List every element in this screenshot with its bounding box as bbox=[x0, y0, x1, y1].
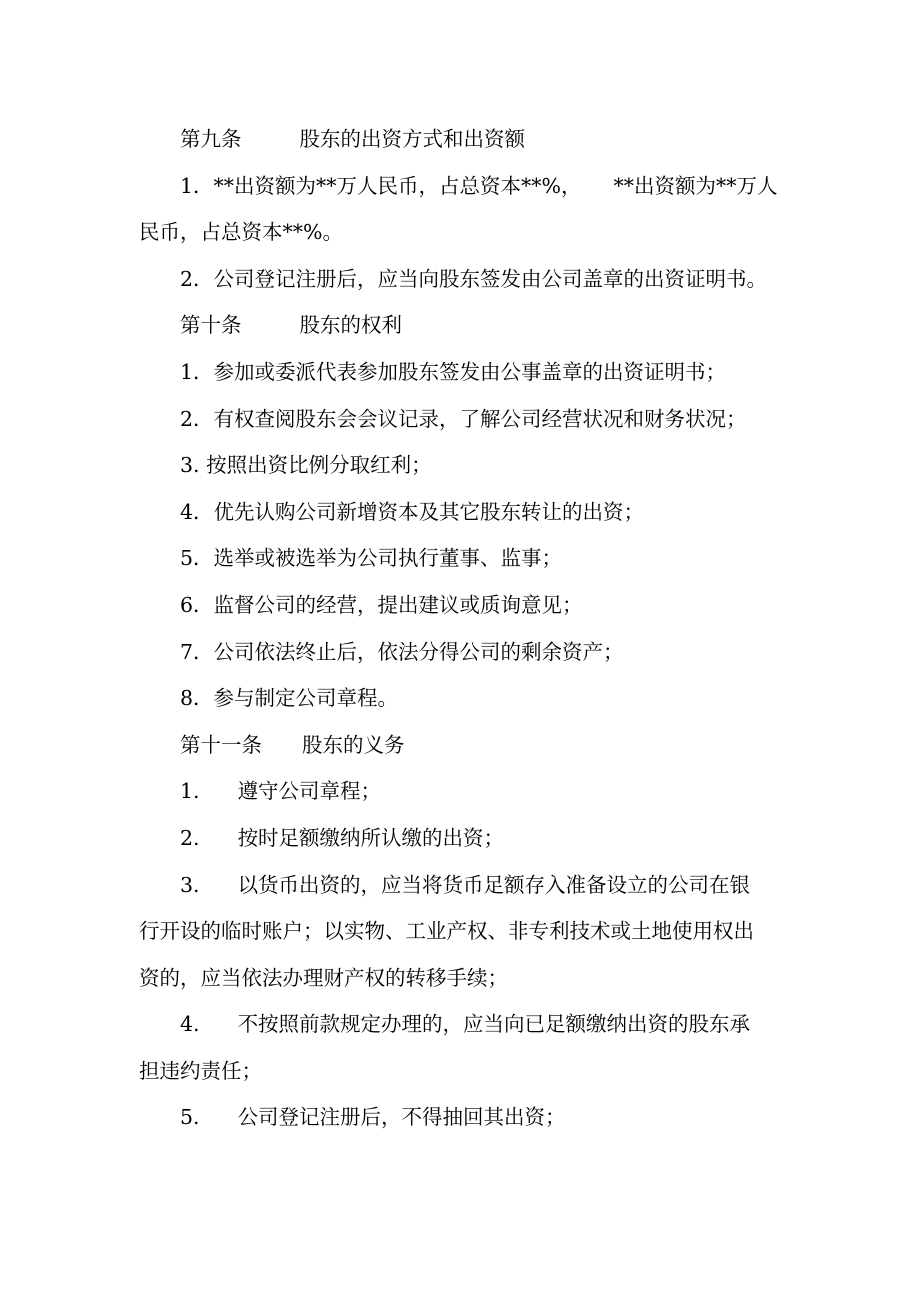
article-9-item-2: 2．公司登记注册后，应当向股东签发由公司盖章的出资证明书。 bbox=[180, 266, 768, 291]
article-11-item-5: 5. 公司登记注册后，不得抽回其出资； bbox=[180, 1105, 566, 1130]
article-9-heading bbox=[139, 116, 789, 163]
item-number: 4. bbox=[180, 1012, 200, 1037]
article-10-title: 股东的权利 bbox=[299, 313, 402, 338]
item-number: 1. bbox=[180, 779, 200, 804]
article-10-item-1: 1．参加或委派代表参加股东签发由公事盖章的出资证明书； bbox=[180, 359, 727, 384]
article-11-item-4-line-2: 担违约责任； bbox=[139, 1058, 262, 1083]
article-10-item-4: 4．优先认购公司新增资本及其它股东转让的出资； bbox=[180, 499, 645, 524]
article-9-item-1-line-2: 民币，占总资本**%。 bbox=[139, 220, 343, 245]
article-10-item-2: 2．有权查阅股东会会议记录，了解公司经营状况和财务状况； bbox=[180, 406, 747, 431]
article-9-item-1-line-1: 1．**出资额为**万人民币，占总资本**%， **出资额为**万人 bbox=[180, 173, 778, 198]
article-10-item-7: 7．公司依法终止后，依法分得公司的剩余资产； bbox=[180, 639, 624, 664]
article-10-item-3: 3. 按照出资比例分取红利； bbox=[180, 453, 432, 478]
article-10-number: 第十条 bbox=[180, 313, 242, 338]
item-number: 3. bbox=[180, 872, 200, 897]
article-10-heading bbox=[139, 302, 789, 349]
article-9-number: 第九条 bbox=[180, 127, 242, 151]
article-11-item-3-line-3: 资的，应当依法办理财产权的转移手续； bbox=[139, 965, 508, 990]
article-11-heading bbox=[139, 722, 789, 769]
article-11-item-3-line-1: 3. 以货币出资的，应当将货币足额存入准备设立的公司在银 bbox=[180, 872, 751, 897]
article-11-item-2: 2. 按时足额缴纳所认缴的出资； bbox=[180, 825, 505, 850]
item-number: 5. bbox=[180, 1105, 200, 1130]
article-11-number: 第十一条 bbox=[180, 732, 262, 757]
article-11-item-1: 1. 遵守公司章程； bbox=[180, 779, 382, 804]
article-11-item-3-line-2: 行开设的临时账户；以实物、工业产权、非专利技术或土地使用权出 bbox=[139, 919, 754, 944]
article-11-item-4-line-1: 4. 不按照前款规定办理的，应当向已足额缴纳出资的股东承 bbox=[180, 1012, 751, 1037]
article-10-item-5: 5．选举或被选举为公司执行董事、监事； bbox=[180, 546, 563, 571]
item-number: 2. bbox=[180, 825, 200, 850]
article-10-item-6: 6．监督公司的经营，提出建议或质询意见； bbox=[180, 592, 583, 617]
article-10-item-8: 8．参与制定公司章程。 bbox=[180, 686, 399, 711]
article-9-title: 股东的出资方式和出资额 bbox=[299, 127, 525, 151]
article-11-title: 股东的义务 bbox=[302, 732, 405, 757]
document-body bbox=[139, 116, 789, 1141]
